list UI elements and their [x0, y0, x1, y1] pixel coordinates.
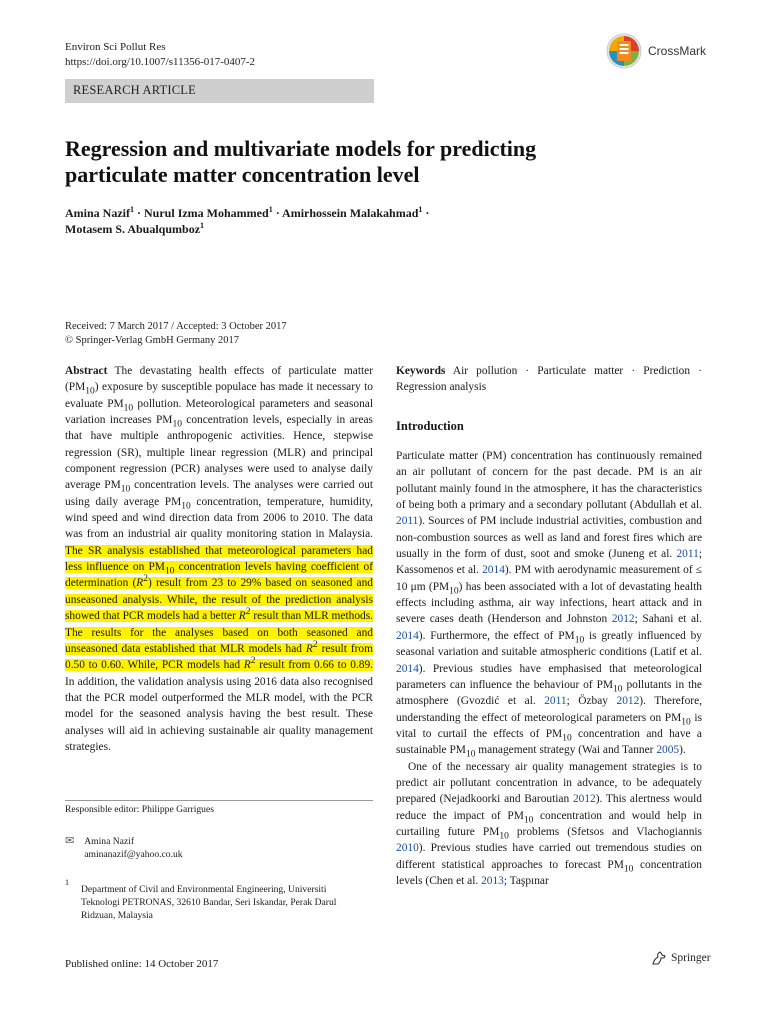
- publication-dates: [65, 320, 287, 347]
- author-affiliation-mark: 1: [200, 221, 205, 230]
- superscript: 2: [245, 607, 251, 618]
- crossmark-label: CrossMark: [648, 44, 707, 58]
- keywords-text: Air pollution · Particulate matter · Prediction · Regression analysis: [396, 365, 702, 394]
- highlight-segment: result from 0.50 to 0.60. While, PCR models had: [65, 642, 373, 672]
- keywords-label: Keywords: [396, 365, 446, 377]
- abstract: [65, 363, 373, 755]
- text-run: One of the necessary air quality management strategies is to predict air pollutant concentration in advance, to be adequately prepared (Nejadkoorki and Baroutian: [396, 760, 702, 806]
- crossmark-icon: [606, 33, 642, 69]
- intro-paragraph-1: [396, 448, 702, 759]
- springer-wordmark: Springer: [671, 952, 711, 964]
- subscript: 10: [172, 419, 182, 430]
- text-run: ). Furthermore, the effect of PM: [418, 629, 575, 642]
- affiliation: [65, 878, 365, 922]
- text-run: ) has been associated with a lot of devastating health effects including asthma, air way infections, heart attack and in severe cases death (Henderson and Johnston: [396, 580, 702, 626]
- abstract-text: In addition, the validation analysis using 2016 data also recognised that the PCR model outperformed the MLR model, with the PCR model for the seasoned analysis having the best result. These analyses will aid in achieving sustainable air quality management strategies.: [65, 675, 373, 753]
- citation-link[interactable]: 2005: [656, 744, 680, 757]
- text-run: management strategy (Wai and Tanner: [475, 744, 657, 757]
- corresponding-author: [65, 835, 183, 861]
- r-symbol: R: [238, 610, 246, 623]
- citation-link[interactable]: 2011: [544, 695, 567, 708]
- copyright-line: © Springer-Verlag GmbH Germany 2017: [65, 334, 239, 346]
- text-run: ). Previous studies have emphasised that meteorological parameters can influence the behaviour of PM: [396, 662, 702, 691]
- subscript: 10: [164, 566, 175, 577]
- citation-link[interactable]: 2014: [396, 662, 419, 675]
- superscript: 2: [143, 574, 148, 585]
- author-separator: ·: [422, 206, 430, 220]
- citation-link[interactable]: 2012: [572, 793, 596, 806]
- highlighted-text: [65, 545, 373, 671]
- subscript: 10: [499, 831, 509, 842]
- text-run: ).: [679, 744, 686, 757]
- citation-link[interactable]: 2012: [611, 613, 635, 626]
- highlight-segment: ) result from 23 to 29% based on seasoned and unseasoned analysis. While, the result of the prediction analysis showed that PCR models had a better: [65, 577, 373, 623]
- text-run: ). PM with aerodynamic measurement of ≤ 10 μm (PM: [396, 564, 702, 593]
- citation-link[interactable]: 2012: [616, 695, 640, 708]
- subscript: 10: [574, 635, 585, 646]
- springer-horse-icon: [651, 951, 667, 965]
- citation-link[interactable]: 2014: [396, 629, 419, 642]
- abstract-text: pollution. Meteorological parameters and seasonal variation increases PM: [65, 397, 373, 427]
- subscript: 10: [523, 814, 534, 825]
- r-symbol: R: [243, 659, 251, 672]
- title-line-1: Regression and multivariate models for predicting: [65, 136, 537, 161]
- article-type-banner: RESEARCH ARTICLE: [65, 79, 374, 103]
- author-affiliation-mark: 1: [268, 205, 273, 214]
- citation-link[interactable]: 2011: [396, 515, 419, 528]
- author-affiliation-mark: 1: [418, 205, 423, 214]
- abstract-text: The devastating health effects of particulate matter (PM: [65, 365, 373, 394]
- text-run: ; Kassomenos et al.: [396, 548, 702, 577]
- citation-link[interactable]: 2014: [482, 564, 505, 577]
- text-run: concentration and have a sustainable PM: [396, 727, 702, 757]
- citation-link[interactable]: 2010: [396, 842, 419, 855]
- author-name[interactable]: Amirhossein Malakahmad: [282, 206, 419, 220]
- author-separator: ·: [134, 206, 145, 220]
- author-name[interactable]: Motasem S. Abualqumboz: [65, 222, 201, 236]
- subscript: 10: [85, 386, 95, 397]
- text-run: ; Taşpınar: [503, 874, 549, 887]
- r-symbol: R: [305, 642, 313, 655]
- abstract-text: concentration levels, especially in areas that have multiple anthropogenic activities. Hence, stepwise regression (SR), multiple linear regression (MLR) and principal component regression (PCR) analyses were used to analyse daily average PM: [65, 414, 373, 492]
- title-line-2: particulate matter concentration level: [65, 162, 420, 187]
- paper-title: [65, 136, 625, 188]
- citation-link[interactable]: 2013: [481, 874, 504, 887]
- intro-paragraph-2: [396, 759, 702, 890]
- text-run: pollutants in the atmosphere (Gvozdić et al.: [396, 678, 702, 708]
- abstract-label: Abstract: [65, 365, 108, 377]
- author-name[interactable]: Amina Nazif: [65, 206, 130, 220]
- highlight-segment: result than MLR methods. The results for the analyses based on both seasoned and unseasoned data established that MLR models had: [65, 610, 373, 655]
- springer-logo[interactable]: [651, 951, 711, 965]
- subscript: 10: [181, 501, 191, 512]
- published-online-date: Published online: 14 October 2017: [65, 958, 219, 970]
- subscript: 10: [681, 716, 691, 727]
- author-affiliation-mark: 1: [130, 205, 134, 214]
- journal-name: Environ Sci Pollut Res: [65, 41, 166, 53]
- text-run: ). Sources of PM include industrial activities, combustion and non-combustion sources as well as land and forest fires which are usually in the form of dust, soot and smoke (Juneng et al.: [396, 515, 702, 561]
- received-accepted-dates: Received: 7 March 2017 / Accepted: 3 October 2017: [65, 321, 287, 332]
- contact-email[interactable]: aminanazif@yahoo.co.uk: [84, 849, 183, 860]
- right-column: [396, 363, 702, 889]
- citation-link[interactable]: 2011: [676, 548, 699, 561]
- author-list: [65, 205, 485, 237]
- text-run: is vital to curtail the effects of PM: [396, 711, 703, 740]
- affiliation-text: Department of Civil and Environmental Engineering, Universiti Teknologi PETRONAS, 32610 Bandar, Seri Iskandar, Perak Darul Ridzuan, Malaysia: [81, 884, 337, 921]
- highlight-segment: concentration levels having coefficient of determination (: [65, 561, 373, 590]
- superscript: 2: [250, 656, 256, 667]
- highlight-segment: result from 0.66 to 0.89.: [255, 659, 373, 672]
- text-run: ). Therefore, understanding the effect of meteorological parameters on PM: [396, 695, 702, 724]
- subscript: 10: [123, 402, 134, 413]
- text-run: concentration and would help in curtailing future PM: [396, 809, 702, 838]
- text-run: ; Özbay: [566, 695, 617, 708]
- text-run: Particulate matter (PM) concentration has continuously remained an air pollutant of concern for the past decade. PM is an air pollutant mainly found in the atmosphere, it has the characteristics of being both a primary and a secondary pollutant (Abdullah et al.: [396, 450, 702, 512]
- abstract-text: ) exposure by susceptible populace has made it necessary to evaluate PM: [65, 381, 373, 410]
- author-separator: ·: [272, 206, 283, 220]
- footnote-divider: [65, 800, 373, 801]
- highlight-segment: The SR analysis established that meteorological parameters had less influence on PM: [65, 544, 373, 574]
- section-heading-introduction: Introduction: [396, 418, 464, 433]
- text-run: is greatly influenced by seasonal variation and suitable atmospheric conditions (Latif et al.: [396, 629, 702, 659]
- text-run: ). Previous studies have carried out tremendous studies on different statistical approaches to forecast PM: [396, 842, 702, 871]
- superscript: 2: [312, 640, 318, 651]
- r-symbol: R: [136, 577, 144, 590]
- subscript: 10: [465, 749, 476, 760]
- text-run: ). This alertness would reduce the impact of PM: [396, 793, 703, 822]
- subscript: 10: [613, 684, 623, 695]
- text-run: concentration levels (Chen et al.: [396, 858, 702, 887]
- affiliation-number: 1: [65, 878, 69, 887]
- abstract-text: concentration, temperature, humidity, wind speed and wind direction data from 2006 to 2010. The data was from an industrial air quality monitoring station in Malaysia.: [65, 495, 374, 541]
- text-run: problems (Sfetsos and Vlachogiannis: [508, 825, 702, 838]
- author-name[interactable]: Nurul Izma Mohammed: [144, 206, 269, 220]
- abstract-text: concentration levels. The analyses were carried out using daily average PM: [65, 479, 374, 508]
- introduction-body: [396, 448, 702, 889]
- subscript: 10: [120, 484, 131, 495]
- contact-name: Amina Nazif: [84, 836, 135, 847]
- subscript: 10: [623, 863, 634, 874]
- journal-header: [65, 40, 255, 70]
- subscript: 10: [562, 733, 572, 744]
- keywords: [396, 363, 702, 396]
- doi-link[interactable]: https://doi.org/10.1007/s11356-017-0407-2: [65, 56, 256, 68]
- envelope-icon: ✉: [65, 835, 75, 847]
- responsible-editor: Responsible editor: Philippe Garrigues: [65, 804, 214, 815]
- subscript: 10: [449, 586, 459, 597]
- crossmark-badge[interactable]: [606, 33, 706, 69]
- text-run: ; Sahani et al.: [634, 613, 703, 626]
